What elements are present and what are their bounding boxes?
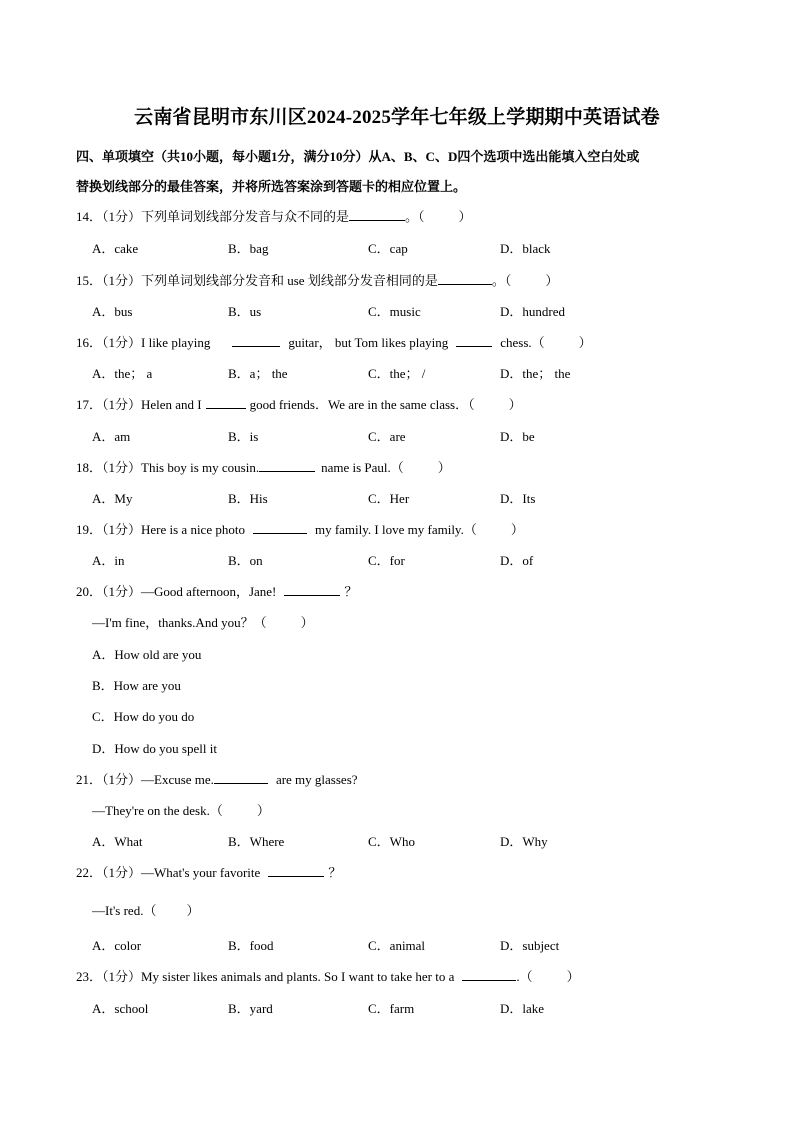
answer-paren-close: ） [508,397,522,412]
option-23-a: A．school [92,1001,149,1016]
answer-blank [232,334,280,347]
answer-paren-close: ） [300,615,314,630]
answer-paren-close: ） [510,522,524,537]
answer-blank [268,864,324,877]
option-22-d: D．subject [500,938,560,953]
section-instruction-line1: 四、单项填空（共10小题，每小题1分，满分10分）从A、B、C、D四个选项中选出能填入空白处或 [76,149,640,164]
question-stem-end: ？ [328,865,342,880]
option-18-c: C．Her [368,491,410,506]
option-15-c: C．music [368,304,421,319]
option-19-c: C．for [368,553,405,568]
question-21 [76,769,358,788]
option-19-d: D．of [500,553,534,568]
question-16 [76,332,592,351]
question-stem-end: .（ [516,969,533,984]
answer-blank [284,583,340,596]
question-stem: 22．（1分）—What's your favorite [76,865,261,880]
question-stem-end: ？ [344,584,358,599]
question-line2: —They're on the desk.（ [92,803,223,818]
answer-blank [259,459,315,472]
option-23-d: D．lake [500,1001,545,1016]
question-14 [76,206,472,225]
question-stem: 21．（1分）—Excuse me. [76,772,214,787]
option-21-b: B．Where [228,834,285,849]
option-15-b: B．us [228,304,262,319]
option-19-a: A．in [92,553,125,568]
answer-paren-close: ） [545,273,559,288]
answer-paren-close: ） [186,903,200,918]
question-21-reply [92,800,270,819]
question-stem-mid: guitar， but Tom likes playing [288,335,449,350]
question-stem-end: chess.（ [500,335,545,350]
question-20 [76,581,357,600]
option-23-c: C．farm [368,1001,415,1016]
question-line2: —I'm fine，thanks.And you？（ [92,615,267,630]
option-22-c: C．animal [368,938,426,953]
question-stem: 14．（1分）下列单词划线部分发音与众不同的是 [76,209,350,224]
question-23 [76,966,580,985]
answer-blank [462,968,516,981]
option-21-c: C．Who [368,834,415,849]
question-stem-end: name is Paul.（ [321,460,404,475]
option-23-b: B．yard [228,1001,273,1016]
question-stem: 23．（1分）My sister likes animals and plants. So I want to take her to a [76,969,455,984]
option-19-b: B．on [228,553,263,568]
question-stem: 16．（1分）I like playing [76,335,211,350]
question-stem: 15．（1分）下列单词划线部分发音和 use 划线部分发音相同的是 [76,273,438,288]
question-19 [76,519,524,538]
answer-blank [214,771,268,784]
answer-paren-close: ） [566,969,580,984]
answer-blank [253,521,307,534]
option-17-a: A．am [92,429,131,444]
option-16-c: C．the； / [368,366,426,381]
answer-blank [349,208,405,221]
option-17-c: C．are [368,429,406,444]
option-14-a: A．cake [92,241,139,256]
option-20-b: B．How are you [92,678,181,693]
option-16-d: D．the； the [500,366,571,381]
section-instruction-line2: 替换划线部分的最佳答案，并将所选答案涂到答题卡的相应位置上。 [76,179,467,194]
answer-paren-close: ） [437,460,451,475]
answer-paren-close: ） [578,335,592,350]
option-21-d: D．Why [500,834,548,849]
option-20-c: C．How do you do [92,709,195,724]
question-17 [76,394,522,413]
question-stem-end: good friends．We are in the same class．（ [249,397,475,412]
question-stem: 18．（1分）This boy is my cousin. [76,460,260,475]
option-20-a: A．How old are you [92,647,202,662]
option-14-d: D．black [500,241,551,256]
question-18 [76,457,451,476]
option-14-b: B．bag [228,241,269,256]
question-22-reply [92,900,199,919]
option-22-a: A．color [92,938,142,953]
answer-blank [206,396,246,409]
question-stem: 17．（1分）Helen and I [76,397,202,412]
answer-paren-close: ） [256,803,270,818]
question-stem: 19．（1分）Here is a nice photo [76,522,245,537]
question-stem-end: are my glasses? [275,772,358,787]
option-16-a: A．the； a [92,366,153,381]
option-18-d: D．Its [500,491,536,506]
option-17-d: D．be [500,429,535,444]
question-stem-end: 。（ [491,273,512,288]
answer-blank [456,334,492,347]
question-stem-end: my family. I love my family.（ [314,522,477,537]
question-stem: 20．（1分）—Good afternoon，Jane! [76,584,277,599]
question-20-reply [92,612,314,631]
question-line2: —It's red.（ [92,903,157,918]
option-21-a: A．What [92,834,143,849]
option-18-a: A．My [92,491,133,506]
option-15-d: D．hundred [500,304,565,319]
question-22 [76,862,341,881]
exam-title: 云南省昆明市东川区2024-2025学年七年级上学期期中英语试卷 [134,107,660,128]
answer-paren-close: ） [458,209,472,224]
option-20-d: D．How do you spell it [92,741,217,756]
option-15-a: A．bus [92,304,133,319]
option-22-b: B．food [228,938,274,953]
option-16-b: B．a； the [228,366,288,381]
question-stem-end: 。（ [405,209,425,224]
option-17-b: B．is [228,429,259,444]
question-15 [76,270,558,289]
option-14-c: C．cap [368,241,408,256]
option-18-b: B．His [228,491,268,506]
answer-blank [438,272,492,285]
